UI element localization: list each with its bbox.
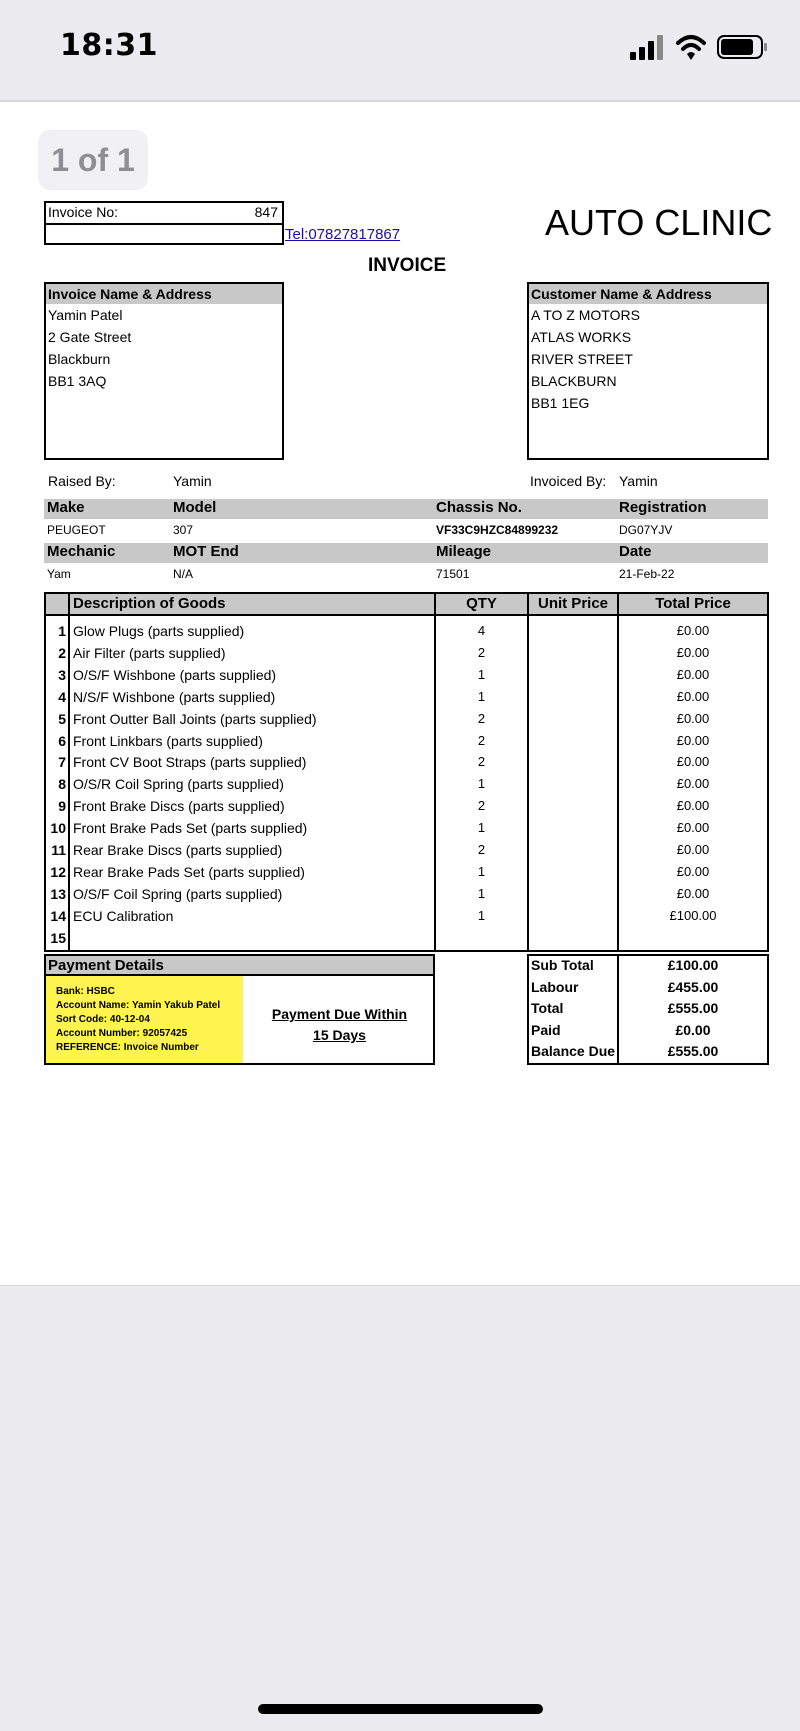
- invoice-no-value: 847: [254, 204, 278, 220]
- invoice-address-line: 2 Gate Street: [48, 329, 132, 345]
- row-qty: 2: [477, 842, 486, 857]
- totals-box: [527, 954, 769, 1065]
- invoice-address-line: BB1 3AQ: [48, 373, 107, 389]
- raised-by-value: Yamin: [173, 473, 212, 489]
- total-price-column-header: Total Price: [655, 595, 731, 612]
- qty-column-header: QTY: [466, 595, 497, 612]
- row-qty: 2: [477, 710, 486, 726]
- payment-due-days: 15 Days: [313, 1027, 366, 1043]
- customer-address-line: ATLAS WORKS: [531, 329, 632, 345]
- registration-header: Registration: [619, 499, 707, 516]
- row-description: Air Filter (parts supplied): [73, 644, 226, 661]
- mechanic-header: Mechanic: [47, 543, 116, 560]
- document-page[interactable]: [0, 100, 800, 1286]
- mechanic-value: Yam: [47, 567, 71, 581]
- row-description: O/S/F Wishbone (parts supplied): [73, 666, 277, 683]
- items-table: [44, 592, 769, 952]
- registration-value: DG07YJV: [619, 523, 673, 537]
- row-description: O/S/F Coil Spring (parts supplied): [73, 885, 283, 902]
- status-icons: [630, 32, 770, 62]
- row-description: Front CV Boot Straps (parts supplied): [73, 754, 307, 771]
- invoice-address-box: [44, 282, 284, 460]
- company-name: AUTO CLINIC: [545, 202, 773, 243]
- customer-address-line: BB1 1EG: [531, 395, 590, 411]
- mileage-value: 71501: [436, 567, 470, 581]
- row-description: Glow Plugs (parts supplied): [73, 623, 245, 639]
- totals-value: £555.00: [667, 1000, 719, 1016]
- row-total: £0.00: [676, 710, 710, 726]
- customer-address-line: BLACKBURN: [531, 373, 617, 389]
- customer-address-header: Customer Name & Address: [529, 284, 767, 304]
- payment-due-line: Payment Due Within: [271, 1006, 408, 1022]
- model-header: Model: [173, 499, 217, 516]
- table-row: [46, 689, 767, 711]
- table-row: [46, 754, 767, 776]
- totals-label: Sub Total: [531, 957, 594, 973]
- row-total: £0.00: [676, 798, 710, 814]
- table-row: [46, 645, 767, 667]
- row-total: £0.00: [676, 776, 710, 792]
- row-description: Rear Brake Discs (parts supplied): [73, 842, 283, 858]
- row-description: Front Brake Pads Set (parts supplied): [73, 820, 308, 837]
- row-total: £100.00: [669, 907, 717, 923]
- service-header-bar: [44, 543, 768, 563]
- table-row: [46, 667, 767, 689]
- totals-label: Labour: [531, 978, 579, 995]
- cellular-signal-icon: [630, 35, 663, 60]
- invoice-address-header: Invoice Name & Address: [46, 284, 282, 304]
- row-qty: 1: [477, 907, 486, 923]
- row-description: O/S/R Coil Spring (parts supplied): [73, 776, 284, 793]
- table-row: [46, 886, 767, 908]
- row-total: £0.00: [676, 885, 710, 901]
- invoiced-by-label: Invoiced By:: [530, 473, 607, 489]
- row-number: 12: [50, 863, 66, 880]
- unit-price-column-header: Unit Price: [537, 595, 609, 612]
- invoice-address-line: Yamin Patel: [48, 307, 123, 323]
- table-row: [46, 623, 767, 645]
- make-header: Make: [47, 499, 85, 516]
- row-description: Front Linkbars (parts supplied): [73, 732, 263, 749]
- model-value: 307: [173, 523, 194, 537]
- invoiced-by-value: Yamin: [619, 473, 658, 489]
- table-row: [46, 711, 767, 733]
- bank-details-highlight: [46, 976, 243, 1063]
- row-number: 1: [58, 623, 66, 639]
- invoice-document: [0, 102, 800, 1302]
- row-number: 15: [50, 929, 66, 946]
- row-qty: 1: [477, 885, 486, 901]
- row-number: 9: [58, 798, 66, 815]
- date-value: 21-Feb-22: [619, 567, 675, 581]
- table-row: [46, 842, 767, 864]
- status-bar: [0, 0, 800, 100]
- row-number: 10: [50, 820, 66, 837]
- row-description: N/S/F Wishbone (parts supplied): [73, 688, 276, 705]
- totals-value: £555.00: [667, 1043, 719, 1059]
- row-number: 6: [58, 732, 66, 749]
- payment-details-header: Payment Details: [46, 956, 433, 976]
- raised-by-label: Raised By:: [48, 473, 116, 489]
- table-row: [46, 908, 767, 930]
- table-row: [46, 930, 767, 952]
- totals-value: £100.00: [667, 957, 719, 973]
- table-row: [46, 820, 767, 842]
- row-number: 13: [50, 885, 66, 902]
- row-total: £0.00: [676, 623, 710, 638]
- row-number: 4: [58, 688, 66, 705]
- row-qty: 1: [477, 666, 486, 682]
- payment-due-note: [246, 1004, 433, 1046]
- row-total: £0.00: [676, 820, 710, 836]
- invoice-no-label: Invoice No:: [48, 204, 119, 220]
- invoice-title: INVOICE: [368, 255, 447, 276]
- description-column-header: Description of Goods: [73, 595, 226, 612]
- row-description: Front Brake Discs (parts supplied): [73, 798, 285, 815]
- mot-end-value: N/A: [173, 567, 194, 581]
- home-indicator[interactable]: [258, 1704, 543, 1714]
- page-indicator: 1 of 1: [38, 130, 148, 190]
- row-total: £0.00: [676, 863, 710, 879]
- row-qty: 1: [477, 863, 486, 879]
- row-qty: 1: [477, 820, 486, 836]
- mot-end-header: MOT End: [173, 543, 239, 560]
- row-description: Front Outter Ball Joints (parts supplied): [73, 710, 317, 727]
- chassis-value: VF33C9HZC84899232: [436, 523, 559, 537]
- battery-icon: [718, 36, 767, 58]
- mileage-header: Mileage: [436, 543, 492, 560]
- row-qty: 4: [477, 623, 486, 638]
- payment-details-box: [44, 954, 435, 1065]
- status-time: 18:31: [60, 28, 158, 63]
- row-total: £0.00: [676, 732, 710, 748]
- customer-address-box: [527, 282, 769, 460]
- invoice-number-box: [44, 201, 284, 245]
- row-number: 8: [58, 776, 66, 793]
- table-row: [46, 864, 767, 886]
- row-qty: 2: [477, 798, 486, 814]
- row-number: 11: [51, 842, 66, 858]
- row-number: 7: [58, 754, 66, 771]
- row-number: 14: [50, 907, 66, 924]
- row-qty: 2: [477, 754, 486, 770]
- row-total: £0.00: [676, 666, 710, 682]
- table-row: [46, 798, 767, 820]
- bank-line: REFERENCE: Invoice Number: [56, 1042, 199, 1053]
- telephone-link[interactable]: Tel:07827817867: [285, 226, 401, 243]
- totals-label: Total: [531, 1000, 564, 1016]
- row-description: ECU Calibration: [73, 907, 174, 924]
- date-header: Date: [619, 543, 652, 560]
- customer-address-line: A TO Z MOTORS: [531, 307, 640, 323]
- invoice-address-line: Blackburn: [48, 351, 111, 367]
- bank-line: Bank: HSBC: [56, 986, 115, 997]
- bank-line: Account Name: Yamin Yakub Patel: [56, 1000, 221, 1011]
- totals-label: Paid: [531, 1021, 561, 1038]
- row-total: £0.00: [676, 688, 710, 704]
- row-total: £0.00: [676, 842, 710, 857]
- table-row: [46, 776, 767, 798]
- table-row: [46, 733, 767, 755]
- row-qty: 1: [477, 776, 486, 792]
- totals-value: £0.00: [675, 1021, 711, 1038]
- row-total: £0.00: [676, 754, 710, 770]
- make-value: PEUGEOT: [47, 523, 106, 537]
- row-qty: 2: [477, 644, 486, 660]
- row-number: 2: [58, 644, 66, 661]
- totals-label: Balance Due: [531, 1043, 616, 1059]
- bank-line: Sort Code: 40-12-04: [56, 1014, 150, 1025]
- row-number: 3: [58, 666, 66, 683]
- row-number: 5: [58, 710, 66, 727]
- totals-value: £455.00: [667, 978, 719, 995]
- row-qty: 2: [477, 732, 486, 748]
- bank-line: Account Number: 92057425: [56, 1028, 188, 1039]
- row-total: £0.00: [676, 644, 710, 660]
- row-description: Rear Brake Pads Set (parts supplied): [73, 863, 305, 880]
- chassis-header: Chassis No.: [436, 499, 522, 516]
- row-qty: 1: [477, 688, 486, 704]
- customer-address-line: RIVER STREET: [531, 351, 633, 367]
- wifi-icon: [678, 37, 704, 60]
